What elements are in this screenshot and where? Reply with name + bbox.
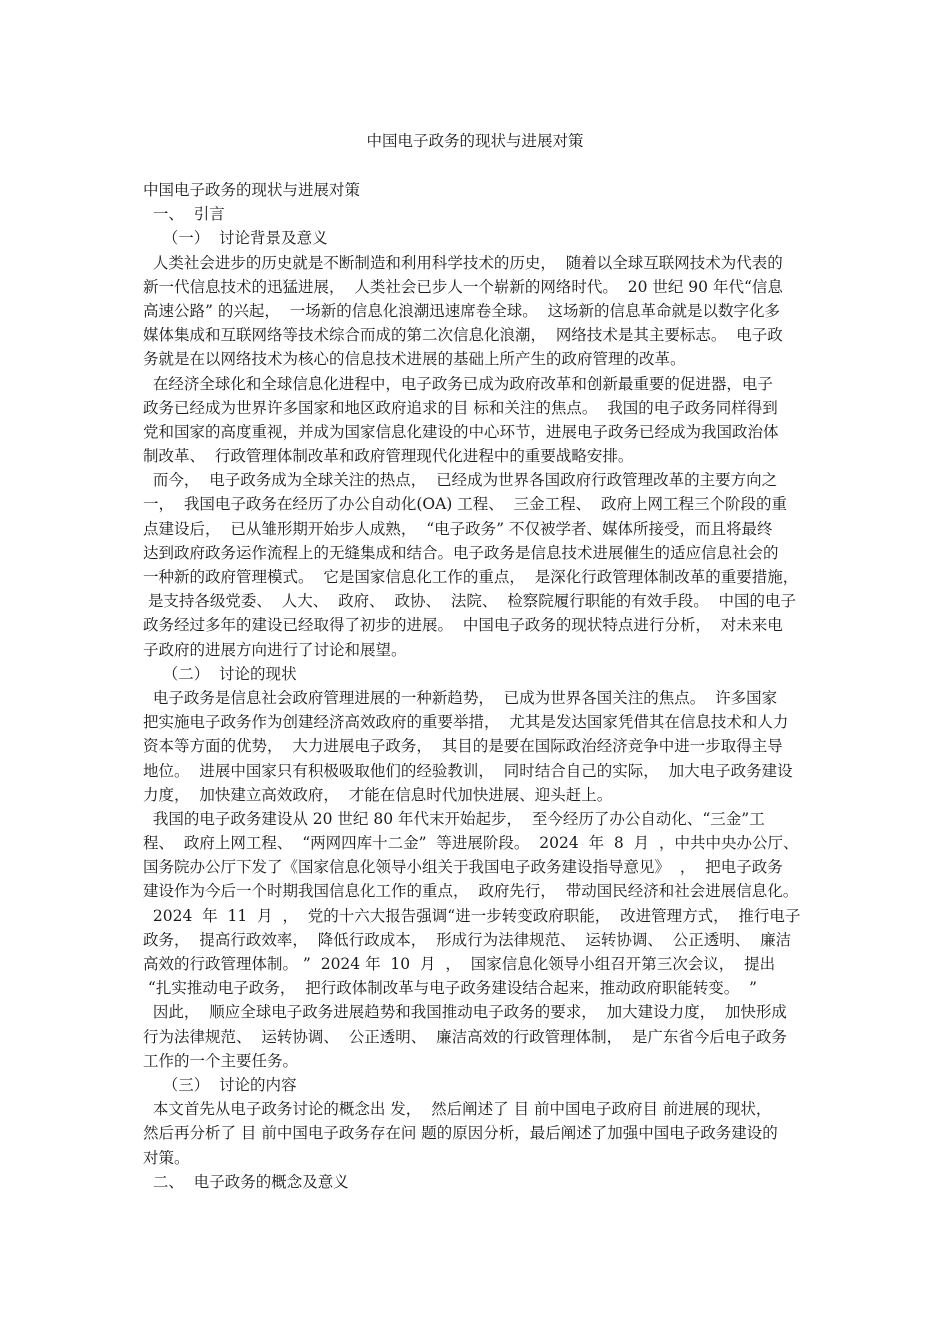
text-line: 一种新的政府管理模式。 它是国家信息化工作的重点， 是深化行政管理体制改革的重要措施， xyxy=(143,568,799,586)
section-heading: 二、 电子政务的概念及意义 xyxy=(143,1172,349,1191)
text-line: 中国电子政务的现状与进展对策 xyxy=(143,181,361,199)
text-line: 新一代信息技术的迅猛进展， 人类社会已步人一个崭新的网络时代。 20 世纪 90 年代“信息 xyxy=(143,277,783,296)
text-line: 我国的电子政务建设从 20 世纪 80 年代末开始起步， 至今经历了办公自动化、“三金”工 xyxy=(143,809,765,828)
text-line: 高效的行政管理体制。 ” 2024 年 10 月 ， 国家信息化领导小组召开第三次会议， 提出 xyxy=(143,955,776,973)
text-line: 力度， 加快建立高效政府， 才能在信息时代加快进展、迎头赶上。 xyxy=(143,785,613,804)
text-line: 把实施电子政务作为创建经济高效政府的重要举措， 尤其是发达国家凭借其在信息技术和人力 xyxy=(143,713,789,732)
section-heading: 一、 引言 xyxy=(143,205,225,224)
text-line: 制改革、 行政管理体制改革和政府管理现代化进程中的重要战略安排。 xyxy=(143,447,634,466)
text-line: 本文首先从电子政务讨论的概念出 发， 然后阐述了 目 前中国电子政府目 前进展的现状， xyxy=(143,1100,772,1119)
text-line: 党和国家的高度重视，并成为国家信息化建设的中心环节，进展电子政务已经成为我国政治体 xyxy=(143,422,779,441)
subsection-heading: （三） 讨论的内容 xyxy=(143,1075,297,1094)
text-line: 政务经过多年的建设已经取得了初步的进展。 中国电子政务的现状特点进行分析， 对未来电 xyxy=(143,616,783,635)
text-line: 政务已经成为世界许多国家和地区政府追求的目 标和关注的焦点。 我国的电子政务同样得到 xyxy=(143,398,778,417)
text-line: 2024 年 11 月 ， 党的十六大报告强调“进一步转变政府职能， 改进管理方式， 推行电子 xyxy=(143,906,801,925)
text-line: 子政府的进展方向进行了讨论和展望。 xyxy=(143,640,407,659)
text-line: 而今， 电子政务成为全球关注的热点， 已经成为世界各国政府行政管理改革的主要方向之 xyxy=(143,471,778,490)
text-line: 程、 政府上网工程、 “两网四库十二金” 等进展阶段。 2024 年 8 月 ，中共中央办公厅、 xyxy=(143,834,799,853)
text-line: 一， 我国电子政务在经历了办公自动化(OA) 工程、 三金工程、 政府上网工程三个阶段的重 xyxy=(143,495,787,514)
text-line: 达到政府政务运作流程上的无缝集成和结合。电子政务是信息技术进展催生的适应信息社会的 xyxy=(143,543,779,562)
text-line: 然后再分析了 目 前中国电子政务存在问 题的原因分析，最后阐述了加强中国电子政务建设的 xyxy=(143,1124,778,1143)
text-line: 媒体集成和互联网络等技术综合而成的第二次信息化浪潮， 网络技术是其主要标志。 电子政 xyxy=(143,326,783,345)
text-line: 建设作为今后一个时期我国信息化工作的重点， 政府先行， 带动国民经济和社会进展信息化。 xyxy=(143,882,799,901)
text-line: 政务， 提高行政效率， 降低行政成本， 形成行为法律规范、 运转协调、 公正透明、 廉洁 xyxy=(143,930,792,949)
text-line: 是支持各级党委、 人大、 政府、 政协、 法院、 检察院履行职能的有效手段。 中国的电子 xyxy=(143,592,797,611)
text-line: 地位。 进展中国家只有积极吸取他们的经验教训， 同时结合自己的实际， 加大电子政务建设 xyxy=(143,761,793,780)
document-body xyxy=(143,178,811,1194)
text-line: 资本等方面的优势， 大力进展电子政务， 其目的是要在国际政治经济竞争中进一步取得主导 xyxy=(143,737,783,756)
subsection-heading: （一） 讨论背景及意义 xyxy=(143,229,328,248)
text-line: 在经济全球化和全球信息化进程中，电子政务已成为政府改革和创新最重要的促进器，电子 xyxy=(143,374,773,393)
text-line: “扎实推动电子政务， 把行政体制改革与电子政务建设结合起来，推动政府职能转变。 ” xyxy=(143,979,757,998)
text-line: 对策。 xyxy=(143,1148,190,1167)
document-title: 中国电子政务的现状与进展对策 xyxy=(366,132,584,150)
text-line: 人类社会进步的历史就是不断制造和利用科学技术的历史， 随着以全球互联网技术为代表的 xyxy=(143,253,783,272)
text-line: 因此， 顺应全球电子政务进展趋势和我国推动电子政务的要求， 加大建设力度， 加快形成 xyxy=(143,1003,787,1022)
text-line: 高速公路” 的兴起， 一场新的信息化浪潮迅速席卷全球。 这场新的信息革命就是以数字化多 xyxy=(143,301,781,320)
subsection-heading: （二） 讨论的现状 xyxy=(143,664,297,683)
text-line: 工作的一个主要任务。 xyxy=(143,1051,299,1070)
text-line: 务就是在以网络技术为核心的信息技术进展的基础上所产生的政府管理的改革。 xyxy=(143,350,686,369)
text-line: 行为法律规范、 运转协调、 公正透明、 廉洁高效的行政管理体制， 是广东省今后电子政务 xyxy=(143,1027,787,1046)
text-line: 国务院办公厅下发了《国家信息化领导小组关于我国电子政务建设指导意见》 ， 把电子政务 xyxy=(143,858,783,877)
text-line: 电子政务是信息社会政府管理进展的一种新趋势， 已成为世界各国关注的焦点。 许多国家 xyxy=(143,688,778,707)
text-line: 点建设后， 已从雏形期开始步人成熟， “电子政务” 不仅被学者、媒体所接受，而且将最终 xyxy=(143,519,773,538)
